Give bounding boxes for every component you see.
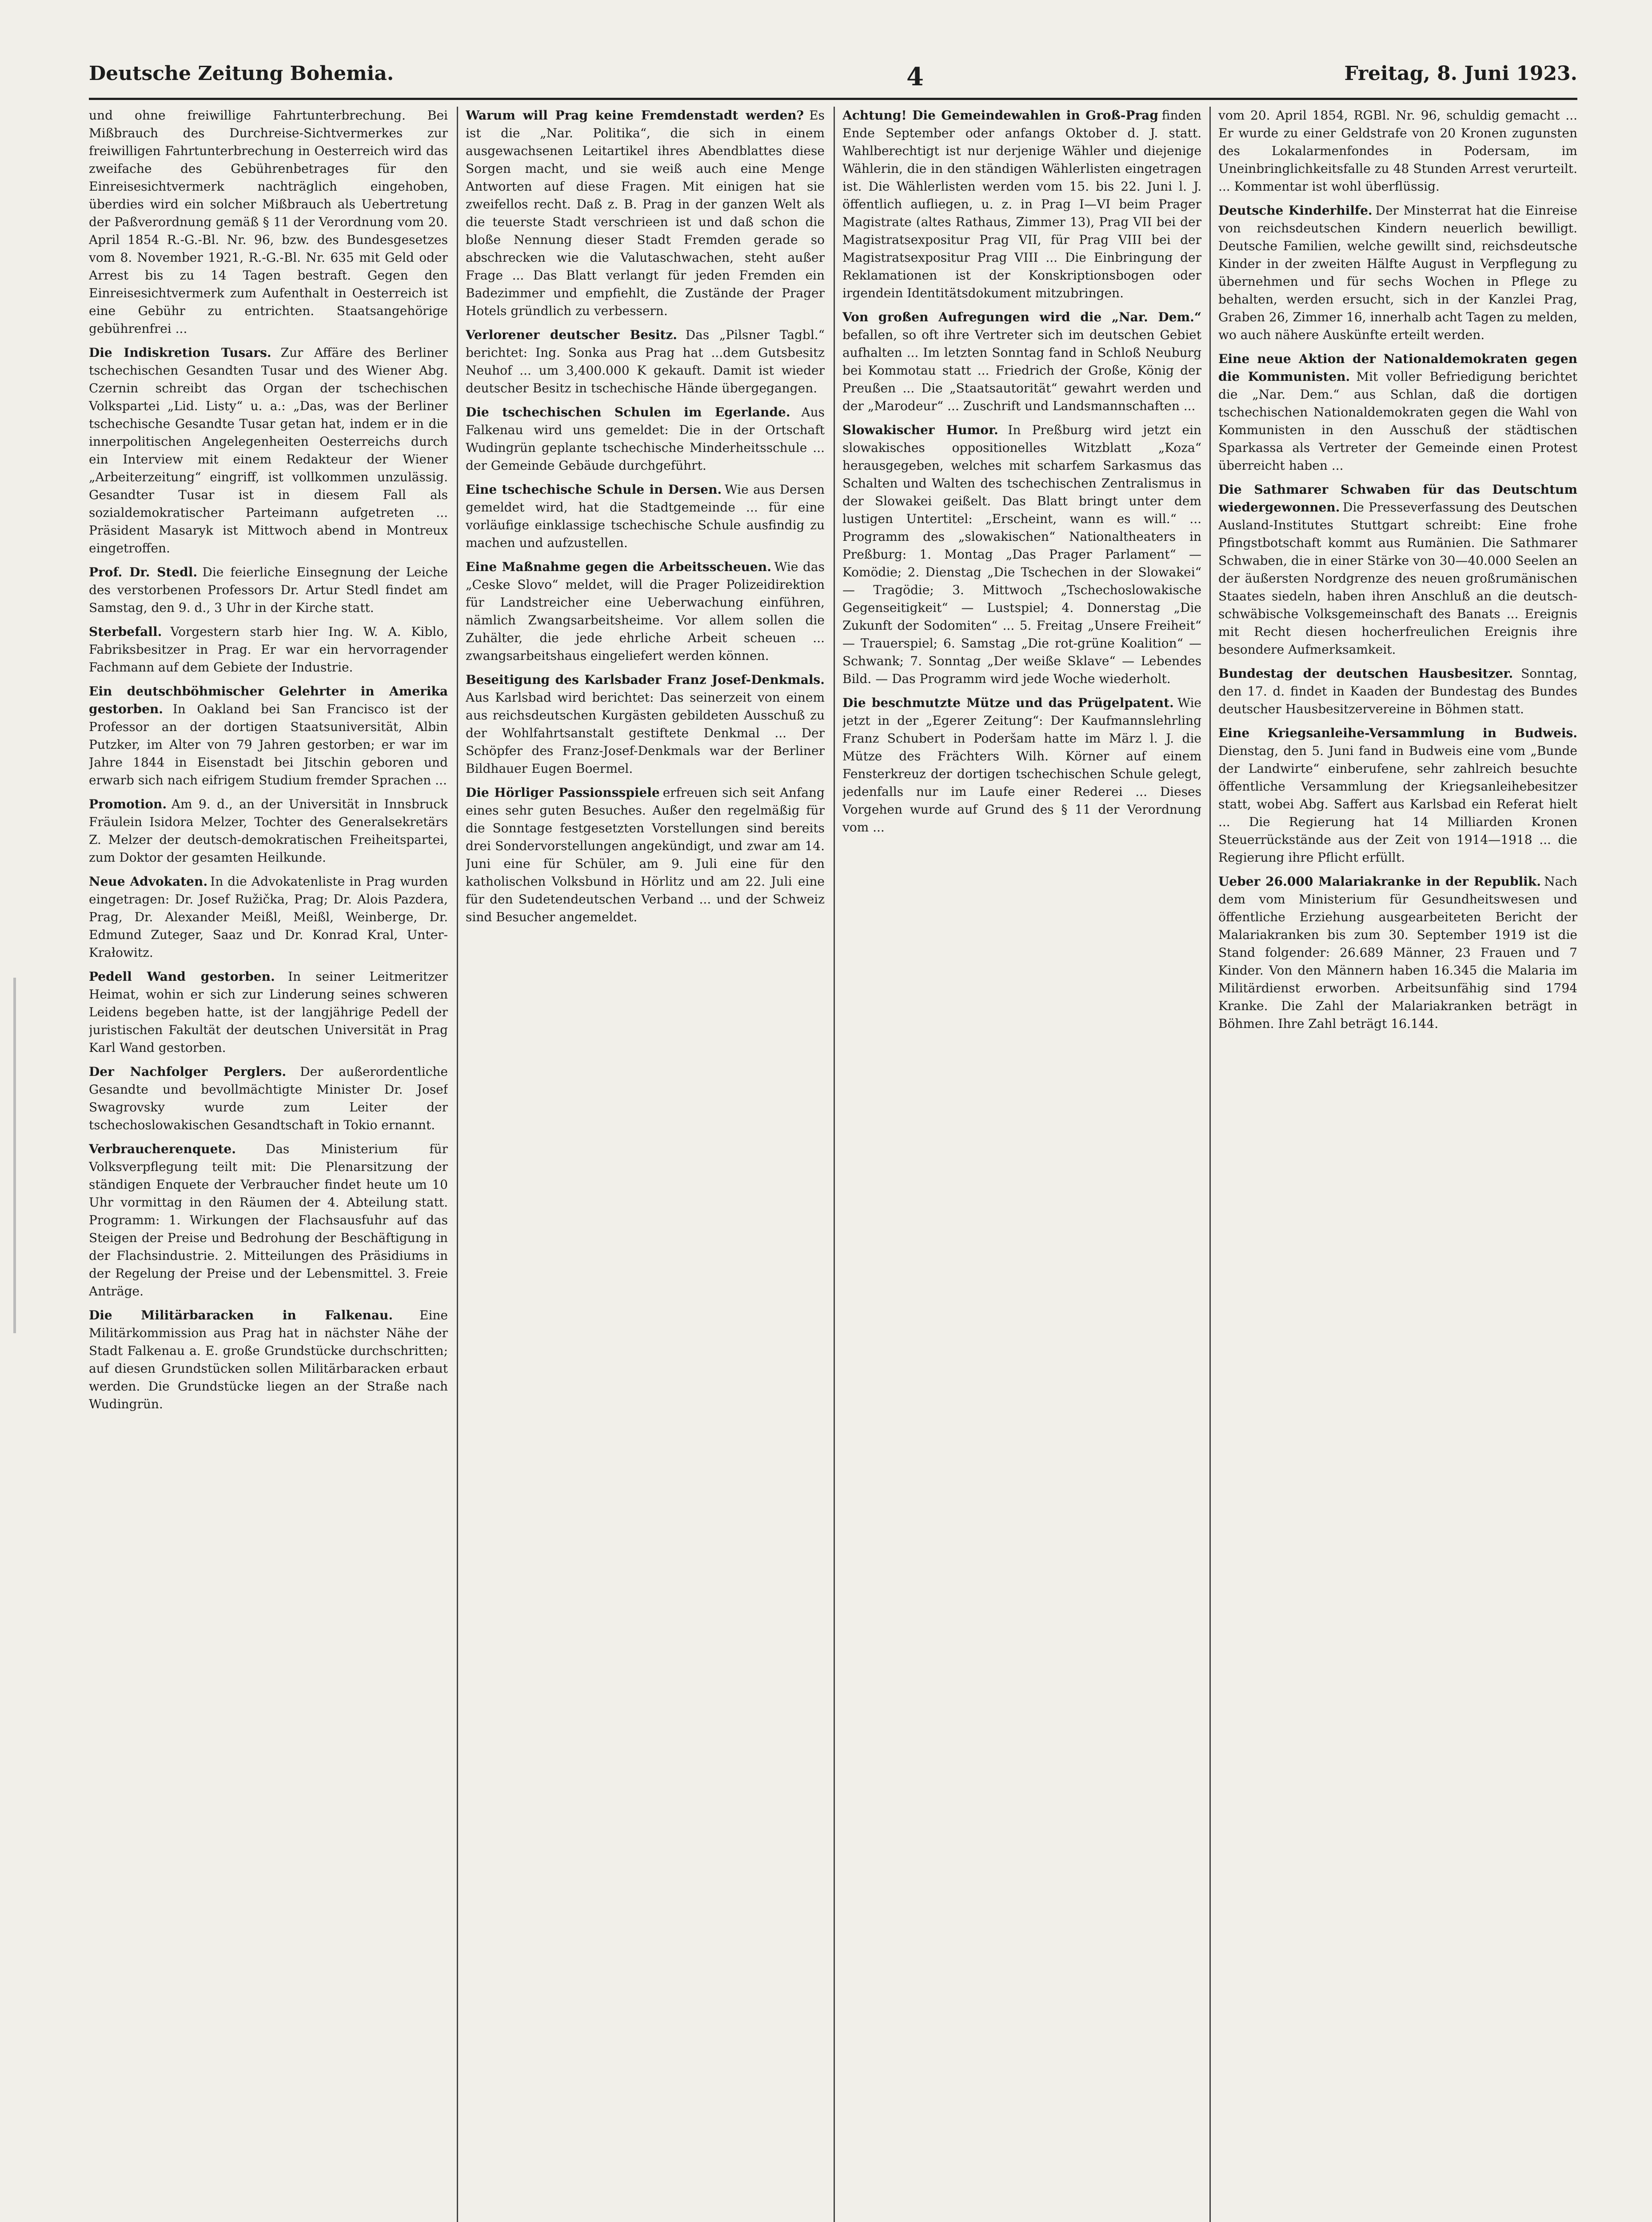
article-body: Aus Falkenau wird uns gemeldet: Die in der Ortschaft Wudingrün geplante tschechische Minderheitsschule ... der Gemeinde Gebäude durchgeführt. <box>466 405 825 473</box>
article-body: Es ist die „Nar. Politika“, die sich in einem ausgewachsenen Leitartikel ihres Abendblattes diese Sorgen macht, und sie weiß auch eine Menge Antworten auf diese Fragen. Mit einigen hat sie zweifellos recht. Daß z. B. Prag in der ganzen Welt als die teuerste Stadt verschrieen ist und daß schon die bloße Nennung dieser Stadt Fremden gerade so abschrecken wie die Valutaschwachen, steht außer Frage ... Das Blatt verlangt für jeden Fremden ein Badezimmer und empfiehlt, die Zustände der Prager Hotels gründlich zu verbessern. <box>466 108 825 318</box>
article <box>466 326 825 397</box>
article <box>466 107 825 320</box>
article-headline: Achtung! Die Gemeindewahlen in Groß-Prag <box>842 108 1158 123</box>
article-body: vom 20. April 1854, RGBl. Nr. 96, schuldig gemacht ... Er wurde zu einer Geldstrafe von 20 Kronen zugunsten des Lokalarmenfondes in Podersam, im Uneinbringlichkeitsfalle zu 48 Stunden Arrest verurteilt. ... Kommentar ist wohl überflüssig. <box>1218 108 1577 194</box>
article <box>466 481 825 552</box>
article-body: Zur Affäre des Berliner tschechischen Gesandten Tusar und des Wiener Abg. Czernin schreibt das Organ der tschechischen Volkspartei „Lid. Listy“ u. a.: „Das, was der Berliner tschechische Gesandte Tusar getan hat, indem er in die innerpolitischen Angelegenheiten Oesterreichs durch ein Interview mit einem Redakteur der Wiener „Arbeiterzeitung“ eingriff, ist vollkommen unzulässig. Gesandter Tusar ist in diesem Fall als sozialdemokratischer Parteimann aufgetreten ... Präsident Masaryk ist Mittwoch abend in Montreux eingetroffen. <box>89 345 448 556</box>
article-headline: Eine Kriegsanleihe-Versammlung in Budweis. <box>1218 726 1577 740</box>
article <box>1218 350 1577 475</box>
article <box>842 694 1201 836</box>
article <box>1218 481 1577 659</box>
article-body: Der außerordentliche Gesandte und bevollmächtigte Minister Dr. Josef Swagrovsky wurde zum Leiter der tschechoslowakischen Gesandtschaft in Tokio ernannt. <box>89 1064 448 1132</box>
article-body: Wie das „Ceske Slovo“ meldet, will die Prager Polizeidirektion für Landstreicher eine Ueberwachung einführen, nämlich Zwangsarbeitsheime. Vor allem sollen die Zuhälter, die jede ehrliche Arbeit scheuen ... zwangsarbeitshaus eingeliefert werden können. <box>466 559 825 663</box>
article <box>466 558 825 665</box>
issue-date: Freitag, 8. Juni 1923. <box>1344 62 1577 85</box>
article-headline: Verlorener deutscher Besitz. <box>466 328 678 342</box>
article <box>89 563 448 617</box>
article-headline: Pedell Wand gestorben. <box>89 969 275 984</box>
article <box>89 1063 448 1134</box>
article-headline: Bundestag der deutschen Hausbesitzer. <box>1218 666 1513 681</box>
column-4 <box>1218 107 1577 2222</box>
column-2 <box>466 107 825 2222</box>
article-headline: Warum will Prag keine Fremdenstadt werden? <box>466 108 804 123</box>
article-headline: Von großen Aufregungen wird die „Nar. Dem.“ <box>842 310 1201 324</box>
article <box>89 683 448 789</box>
article-headline: Die tschechischen Schulen im Egerlande. <box>466 405 790 420</box>
article <box>842 107 1201 302</box>
article <box>89 968 448 1057</box>
article-headline: Prof. Dr. Stedl. <box>89 565 198 579</box>
article-body: Dienstag, den 5. Juni fand in Budweis eine vom „Bunde der Landwirte“ einberufene, sehr zahlreich besuchte öffentliche Versammlung der Kriegsanleihebesitzer statt, wobei Abg. Saffert aus Karlsbad ein Referat hielt ... Die Regierung hat 14 Milliarden Kronen Steuerrückstände aus der Zeit von 1914—1918 ... die Regierung ihre Pflicht erfüllt. <box>1218 743 1577 865</box>
article-headline: Die Hörliger Passionsspiele <box>466 785 660 800</box>
article-body: In seiner Leitmeritzer Heimat, wohin er sich zur Linderung seines schweren Leidens begeben hatte, ist der langjährige Pedell der juristischen Fakultät der deutschen Universität in Prag Karl Wand gestorben. <box>89 969 448 1055</box>
scan-edge <box>13 978 16 1333</box>
page-header <box>89 62 1577 100</box>
article-body: Am 9. d., an der Universität in Innsbruck Fräulein Isidora Melzer, Tochter des Generalsekretärs Z. Melzer der deutsch-demokratischen Freiheitspartei, zum Doktor der gesamten Heilkunde. <box>89 797 448 865</box>
article-body: Mit voller Befriedigung berichtet die „Nar. Dem.“ aus Schlan, daß die dortigen tschechischen Nationaldemokraten gegen die Wahl von Kommunisten in den Ausschuß der städtischen Sparkassa als Vertreter der Gemeinde einen Protest überreicht haben ... <box>1218 369 1577 473</box>
article-headline: Die Indiskretion Tusars. <box>89 345 271 360</box>
article <box>1218 873 1577 1033</box>
article-headline: Der Nachfolger Perglers. <box>89 1064 287 1079</box>
article-headline: Deutsche Kinderhilfe. <box>1218 203 1373 218</box>
article <box>466 404 825 475</box>
article-body: In die Advokatenliste in Prag wurden eingetragen: Dr. Josef Ružička, Prag; Dr. Alois Pazdera, Prag, Dr. Alexander Meißl, Meißl, Weinberge, Dr. Edmund Zuteger, Saaz und Dr. Konrad Kral, Unter-Krałowitz. <box>89 874 448 960</box>
article-body: Nach dem vom Ministerium für Gesundheitswesen und öffentliche Erziehung ausgearbeiteten Bericht der Malariakranken bis zum 30. September 1919 ist die Stand folgender: 26.689 Männer, 23 Frauen und 7 Kinder. Von den Männern haben 16.345 die Malaria im Militärdienst erworben. Arbeitsunfähig sind 1794 Kranke. Die Zahl der Malariakranken beträgt in Böhmen. Ihre Zahl beträgt 16.144. <box>1218 874 1577 1031</box>
page-number: 4 <box>906 62 924 92</box>
article-headline: Die Sathmarer Schwaben für das Deutschtum wiedergewonnen. <box>1218 482 1577 515</box>
article-body: Die feierliche Einsegnung der Leiche des verstorbenen Professors Dr. Artur Stedl findet am Samstag, den 9. d., 3 Uhr in der Kirche statt. <box>89 565 448 615</box>
article <box>89 1140 448 1300</box>
article <box>89 107 448 338</box>
article <box>89 873 448 962</box>
article <box>89 1307 448 1413</box>
article-headline: Eine Maßnahme gegen die Arbeitsscheuen. <box>466 559 771 574</box>
article <box>1218 724 1577 867</box>
article-body: In Oakland bei San Francisco ist der Professor an der dortigen Staatsuniversität, Albin Putzker, im Alter von 79 Jahren gestorben; er war im Jahre 1844 in Eisenstadt bei Jitschin geboren und erwarb sich nach eifrigem Studium fremder Sprachen ... <box>89 702 448 787</box>
article <box>1218 665 1577 718</box>
article-headline: Sterbefall. <box>89 624 162 639</box>
article <box>842 308 1201 415</box>
article-headline: Ein deutschböhmischer Gelehrter in Amerika gestorben. <box>89 684 448 716</box>
article <box>89 795 448 867</box>
article-headline: Slowakischer Humor. <box>842 423 998 437</box>
article <box>466 784 825 926</box>
column-3 <box>842 107 1201 2222</box>
columns <box>89 107 1577 2222</box>
article <box>89 344 448 557</box>
article-headline: Beseitigung des Karlsbader Franz Josef-Denkmals. <box>466 672 825 687</box>
article-headline: Promotion. <box>89 797 167 811</box>
article <box>89 623 448 676</box>
article-body: Aus Karlsbad wird berichtet: Das seinerzeit von einem aus reichsdeutschen Kurgästen gebildeten Ausschuß zu der Wohlfahrtsanstalt gestiftete Denkmal ... Der Schöpfer des Franz-Josef-Denkmals war der Berliner Bildhauer Eugen Boermel. <box>466 690 825 776</box>
article-body: finden Ende September oder anfangs Oktober d. J. statt. Wahlberechtigt ist nur derjenige Wähler und diejenige Wählerin, die in den ständigen Wählerlisten eingetragen ist. Die Wählerlisten werden vom 15. bis 22. Juni l. J. öffentlich aufliegen, u. z. in Prag I—VI beim Prager Magistrate (altes Rathaus, Zimmer 13), Prag VII bei der Magistratsexpositur Prag VII, für Prag VIII bei der Magistratsexpositur Prag VIII ... Die Einbringung der Reklamationen ist der Konskriptionsbogen oder irgendein Identitätsdokument mitzubringen. <box>842 108 1201 300</box>
article <box>1218 107 1577 196</box>
article-body: Das Ministerium für Volksverpflegung teilt mit: Die Plenarsitzung der ständigen Enquete der Verbraucher findet heute um 10 Uhr vormittag in den Räumen der 4. Abteilung statt. Programm: 1. Wirkungen der Flachsausfuhr auf das Steigen der Preise und Bedrohung der Beschäftigung in der Flachsindustrie. 2. Mitteilungen des Präsidiums in der Regelung der Preise und der Lebensmittel. 3. Freie Anträge. <box>89 1142 448 1299</box>
article-headline: Verbraucherenquete. <box>89 1142 236 1156</box>
article-body: Wie aus Dersen gemeldet wird, hat die Stadtgemeinde ... für eine vorläufige einklassige tschechische Schule ausfindig zu machen und aufzustellen. <box>466 482 825 550</box>
article-body: Der Minsterrat hat die Einreise von reichsdeutschen Kindern neuerlich bewilligt. Deutsche Familien, welche gewillt sind, reichsdeutsche Kinder in der zweiten Hälfte August in Verpflegung zu übernehmen und für sechs Wochen in Pflege zu behalten, werden ersucht, sich in der Kanzlei Prag, Graben 26, Zimmer 16, innerhalb acht Tagen zu melden, wo auch nähere Auskünfte erteilt werden. <box>1218 203 1577 342</box>
article-headline: Ueber 26.000 Malariakranke in der Republik. <box>1218 874 1541 889</box>
article-body: Das „Pilsner Tagbl.“ berichtet: Ing. Sonka aus Prag hat ...dem Gutsbesitz Neuhof ... um 3,400.000 K gekauft. Damit ist wieder deutscher Besitz in tschechische Hände übergegangen. <box>466 328 825 396</box>
newspaper-title: Deutsche Zeitung Bohemia. <box>89 62 394 85</box>
article-body: befallen, so oft ihre Vertreter sich im deutschen Gebiet aufhalten ... Im letzten Sonntag fand in Schloß Neuburg bei Kommotau statt ... Friedrich der Große, König der Preußen ... Die „Staatsautorität“ gewahrt werden und der „Marodeur“ ... Zuschrift und Landsmannschaften ... <box>842 328 1201 413</box>
article-headline: Neue Advokaten. <box>89 874 208 889</box>
article-body: In Preßburg wird jetzt ein slowakisches oppositionelles Witzblatt „Koza“ herausgegeben, welches mit scharfem Sarkasmus das Schalten und Walten des tschechischen Zentralismus in der Slowakei geißelt. Das Blatt bringt unter dem lustigen Untertitel: „Erscheint, wann es will.“ ... Programm des „slowakischen“ Nationaltheaters in Preßburg: 1. Montag „Das Prager Parlament“ — Komödie; 2. Dienstag „Die Tschechen in der Slowakei“ — Tragödie; 3. Mittwoch „Tschechoslowakische Gegenseitigkeit“ — Lustspiel; 4. Donnerstag „Die Zukunft der Sodomiten“ ... 5. Freitag „Unsere Freiheit“ — Trauerspiel; 6. Samstag „Die rot-grüne Koalition“ — Schwank; 7. Sonntag „Der weiße Sklave“ — Lebendes Bild. — Das Programm wird jede Woche wiederholt. <box>842 423 1201 686</box>
article-body: Eine Militärkommission aus Prag hat in nächster Nähe der Stadt Falkenau a. E. große Grundstücke durchschritten; auf diesen Grundstücken sollen Militärbaracken erbaut werden. Die Grundstücke liegen an der Straße nach Wudingrün. <box>89 1308 448 1411</box>
article-body: Sonntag, den 17. d. findet in Kaaden der Bundestag des Bundes deutscher Hausbesitzervereine in Böhmen statt. <box>1218 666 1577 716</box>
column-1 <box>89 107 448 2222</box>
article <box>842 421 1201 688</box>
article <box>1218 202 1577 344</box>
article-body: Vorgestern starb hier Ing. W. A. Kiblo, Fabriksbesitzer in Prag. Er war ein hervorragender Fachmann auf dem Gebiete der Industrie. <box>89 624 448 675</box>
article-body: Die Presseverfassung des Deutschen Ausland-Institutes Stuttgart schreibt: Eine frohe Pfingstbotschaft kommt aus Rumänien. Die Sathmarer Schwaben, die in einer Stärke von 30—40.000 Seelen an der äußersten Nordgrenze des neuen großrumänischen Staates siedeln, haben ihren Anschluß an die deutsch-schwäbische Volksgemeinschaft des Banats ... Ereignis mit Recht diesen hocherfreulichen Ereignis ihre besondere Aufmerksamkeit. <box>1218 500 1577 657</box>
article-body: und ohne freiwillige Fahrtunterbrechung. Bei Mißbrauch des Durchreise-Sichtvermerkes zur freiwilligen Fahrtunterbrechung in Oesterreich wird das zweifache des Gebührenbetrages für den Einreisesichtvermerk nachträglich eingehoben, überdies wird ein solcher Mißbrauch als Uebertretung der Paßverordnung gemäß § 11 der Verordnung vom 20. April 1854 R.-G.-Bl. Nr. 96, bzw. des Bundesgesetzes vom 8. November 1921, R.-G.-Bl. Nr. 635 mit Geld oder Arrest bis zu 14 Tagen bestraft. Gegen den Einreisesichtvermerk zum Aufenthalt in Oesterreich ist eine Gebühr zu entrichten. Staatsangehörige gebührenfrei ... <box>89 108 448 336</box>
article-headline: Die beschmutzte Mütze und das Prügelpatent. <box>842 695 1174 710</box>
article-headline: Eine neue Aktion der Nationaldemokraten gegen die Kommunisten. <box>1218 352 1577 384</box>
article-headline: Eine tschechische Schule in Dersen. <box>466 482 722 497</box>
article <box>466 671 825 778</box>
article-headline: Die Militärbaracken in Falkenau. <box>89 1308 393 1323</box>
article-body: Wie jetzt in der „Egerer Zeitung“: Der Kaufmannslehrling Franz Schubert in Poderšam hatte im März l. J. die Mütze des Frächters Wilh. Körner auf einem Fensterkreuz der dortigen tschechischen Schule gelegt, jedenfalls nur im Laufe einer Rederei ... Dieses Vorgehen wurde auf Grund des § 11 der Verordnung vom ... <box>842 695 1201 835</box>
article-body: erfreuen sich seit Anfang eines sehr guten Besuches. Außer den regelmäßig für die Sonntage festgesetzten Vorstellungen sind bereits drei Sondervorstellungen angekündigt, und zwar am 14. Juni eine für Schüler, am 9. Juli eine für den katholischen Volksbund in Hörlitz und am 22. Juli eine für den Sudetendeutschen Verband ... und der Schweiz sind Besucher angemeldet. <box>466 785 825 924</box>
